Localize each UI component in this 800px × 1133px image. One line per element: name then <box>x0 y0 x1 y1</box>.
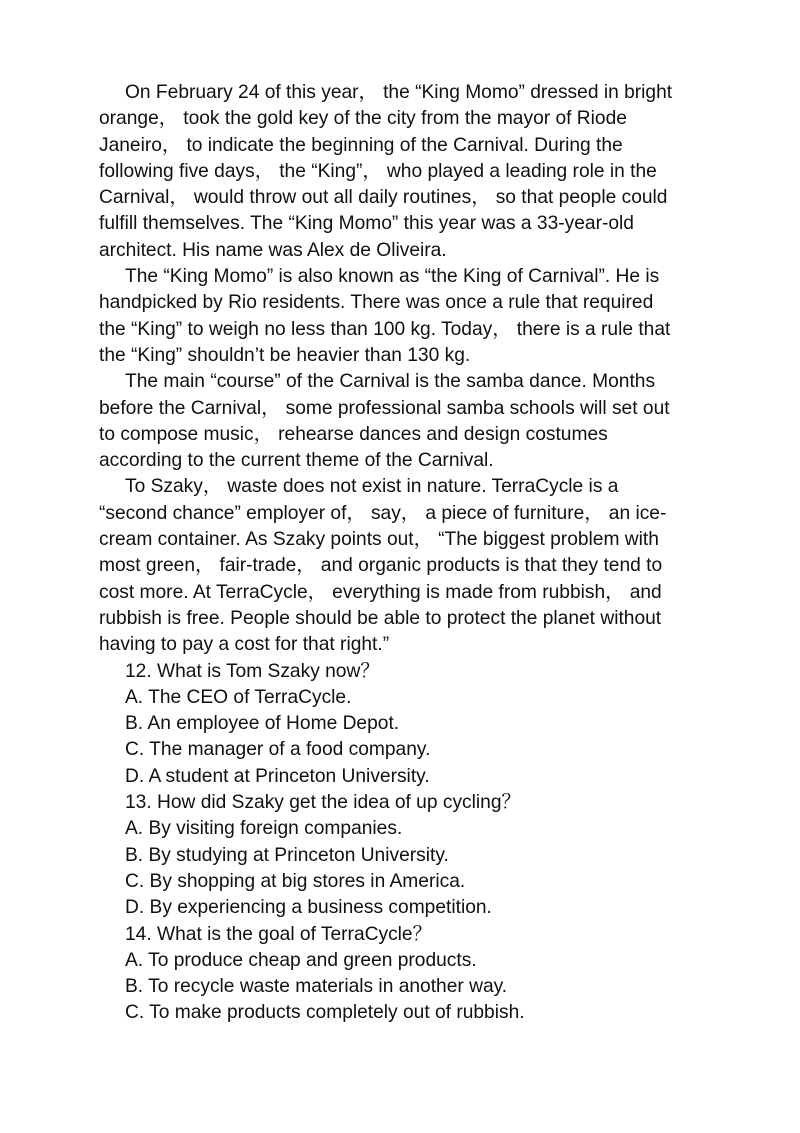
passage-paragraph-1: On February 24 of this year， the “King Momo” dressed in bright orange， took the gold key of the city from the mayor of Riode Janeiro， to indicate the beginning of the Carnival. During the following five days， the “King”， who played a leading role in the Carnival， would throw out all daily routines， so that people could fulfill themselves. The “King Momo” this year was a 33-year-old architect. His name was Alex de Oliveira. <box>99 82 673 261</box>
question-13 <box>99 790 699 921</box>
answer-option-c: C. The manager of a food company. <box>125 739 431 761</box>
answer-option-a: A. The CEO of TerraCycle. <box>125 686 352 708</box>
answer-option-a: A. By visiting foreign companies. <box>125 818 403 840</box>
answer-option-b: B. An employee of Home Depot. <box>125 713 400 735</box>
document-page <box>99 80 699 1027</box>
answer-option-d: D. A student at Princeton University. <box>125 765 430 787</box>
question-text: 12. What is Tom Szaky now？ <box>125 660 380 682</box>
answer-option-c: C. By shopping at big stores in America. <box>125 870 466 892</box>
question-text: 13. How did Szaky get the idea of up cycling？ <box>125 792 521 814</box>
question-12 <box>99 659 699 790</box>
answer-option-c: C. To make products completely out of rubbish. <box>125 1002 525 1024</box>
answer-option-b: B. By studying at Princeton University. <box>125 844 449 866</box>
answer-option-d: D. By experiencing a business competition. <box>125 897 492 919</box>
answer-option-a: A. To produce cheap and green products. <box>125 949 477 971</box>
passage-paragraph-4: To Szaky， waste does not exist in nature. TerraCycle is a “second chance” employer of， say， a piece of furniture， an ice- cream container. As Szaky points out， “The biggest problem with most green， fair-trade， and organic products is that they tend to cost more. At TerraCycle， everything is made from rubbish， and rubbish is free. People should be able to protect the planet without having to pay a cost for that right.” <box>99 476 667 656</box>
passage-paragraph-2: The “King Momo” is also known as “the King of Carnival”. He is handpicked by Rio residents. There was once a rule that required the “King” to weigh no less than 100 kg. Today， there is a rule that the “King” shouldn’t be heavier than 130 kg. <box>99 266 671 366</box>
passage-paragraph-3: The main “course” of the Carnival is the samba dance. Months before the Carnival， some professional samba schools will set out to compose music， rehearse dances and design costumes according to the current theme of the Carnival. <box>99 371 670 472</box>
question-text: 14. What is the goal of TerraCycle？ <box>125 923 432 945</box>
answer-option-b: B. To recycle waste materials in another way. <box>125 976 508 998</box>
question-14 <box>99 922 699 1027</box>
